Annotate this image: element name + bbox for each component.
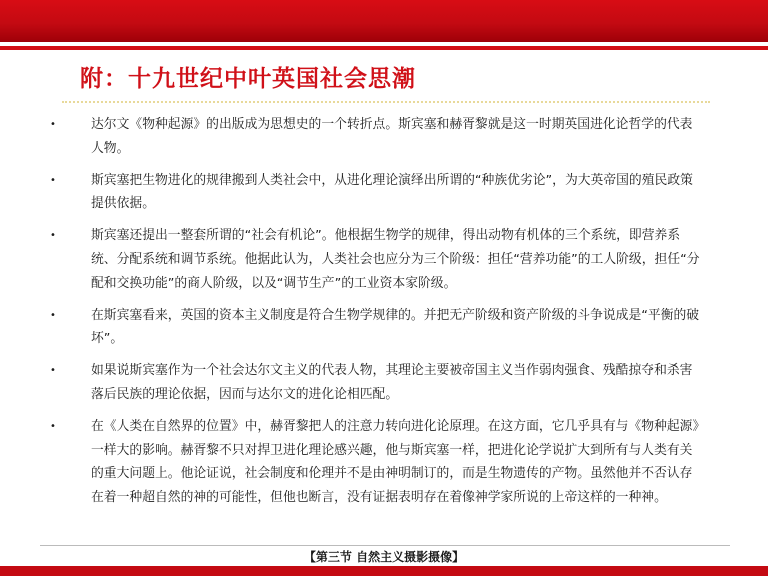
list-item — [44, 224, 704, 295]
top-red-band — [0, 0, 768, 42]
bullet-dot-icon: • — [50, 421, 56, 433]
bullet-dot-icon: • — [50, 365, 56, 377]
bullet-dot-icon: • — [50, 119, 56, 130]
top-red-line — [0, 46, 768, 50]
bullet-text: 斯宾塞把生物进化的规律搬到人类社会中，从进化理论演绎出所谓的“种族优劣论”，为大英帝国的殖民政策提供依据。 — [91, 172, 693, 212]
bullet-text: 在斯宾塞看来，英国的资本主义制度是符合生物学规律的。并把无产阶级和资产阶级的斗争说成是“平衡的破坏”。 — [91, 307, 700, 347]
list-item — [44, 169, 704, 216]
list-item — [44, 415, 704, 509]
bullet-dot-icon: • — [50, 309, 56, 321]
bullet-dot-icon: • — [50, 230, 56, 242]
bottom-red-band — [0, 566, 768, 576]
list-item — [44, 359, 704, 406]
footer-divider — [40, 545, 730, 546]
list-item — [44, 113, 704, 160]
bullet-dot-icon: • — [50, 174, 56, 186]
bullet-text: 斯宾塞还提出一整套所谓的“社会有机论”。他根据生物学的规律，得出动物有机体的三个系统，即营养系统、分配系统和调节系统。他据此认为，人类社会也应分为三个阶级：担任“营养功能”的工人阶级，担任“分配和交换功能”的商人阶级，以及“调节生产”的工业资本家阶级。 — [91, 228, 700, 291]
list-item — [44, 304, 704, 351]
slide-title: 附：十九世纪中叶英国社会思潮 — [80, 66, 416, 92]
bullet-text: 如果说斯宾塞作为一个社会达尔文主义的代表人物，其理论主要被帝国主义当作弱肉强食、残酷掠夺和杀害落后民族的理论依据，因而与达尔文的进化论相匹配。 — [91, 363, 693, 402]
bullet-text: 在《人类在自然界的位置》中，赫胥黎把人的注意力转向进化论原理。在这方面，它几乎具有与《物种起源》一样大的影响。赫胥黎不只对捍卫进化理论感兴趣，他与斯宾塞一样，把进化论学说扩大到所有与人类有关的重大问题上。他论证说，社会制度和伦理并不是由神明制订的，而是生物遗传的产物。虽然他并不否认存在着一种超自然的神的可能性，但他也断言，没有证据表明存在着像神学家所说的上帝这样的一种神。 — [91, 419, 699, 505]
title-divider — [62, 101, 710, 103]
bullet-text: 达尔文《物种起源》的出版成为思想史的一个转折点。斯宾塞和赫胥黎就是这一时期英国进化论哲学的代表人物。 — [91, 117, 693, 156]
bullet-list — [44, 113, 704, 518]
footer-caption: 【第三节 自然主义摄影摄像】 — [303, 550, 465, 564]
